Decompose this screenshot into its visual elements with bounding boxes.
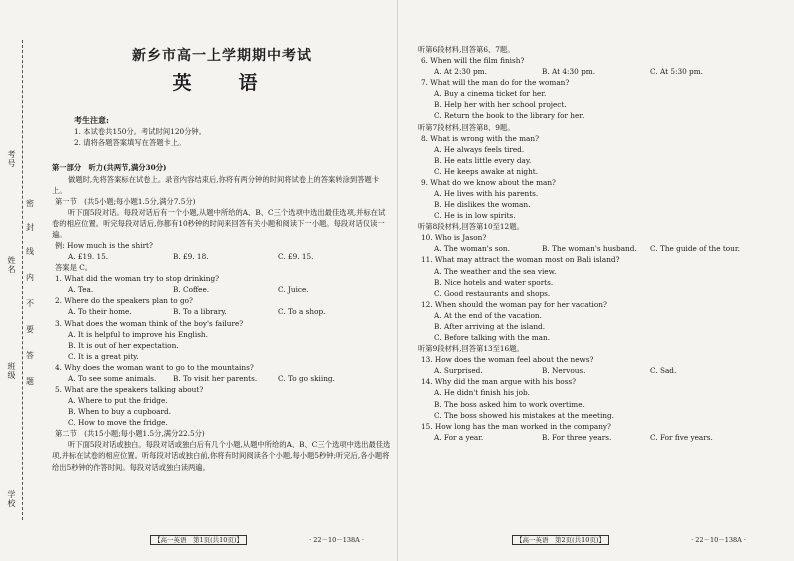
option: A. The weather and the sea view. [434, 266, 557, 276]
option: A. To see some animals. [68, 373, 157, 383]
seal-char: 密 [26, 199, 34, 208]
option: A. Buy a cinema ticket for her. [434, 89, 547, 99]
binding-margin [0, 0, 46, 561]
option: B. He dislikes the woman. [434, 200, 531, 210]
page-number: 【高一英语 第2页(共10页)】 [512, 535, 609, 545]
seal-char: 要 [26, 325, 34, 334]
section-instructions: 听下面5段对话。每段对话后有一个小题,从题中所给的A、B、C三个选项中选出最佳选项,并标在试卷的相应位置。听完每段对话后,你都有10秒钟的时间来回答有关小题和阅读下一小题。每段对话仅读一遍。 [52, 207, 386, 239]
option: B. It is out of her expectation. [68, 340, 179, 350]
example-answer: 答案是 C。 [55, 263, 93, 273]
page-2 [418, 44, 784, 443]
question-options [52, 306, 392, 317]
question: 6. When will the film finish? [421, 56, 525, 66]
seal-char: 答 [26, 351, 34, 360]
paper-code: · 22－10－138A · [309, 536, 364, 544]
option: A. £19. 15. [68, 252, 109, 262]
option: A. For a year. [434, 432, 484, 442]
question-options [52, 373, 392, 384]
school-label: 学校 [7, 490, 16, 508]
page-number: 【高一英语 第1页(共10页)】 [150, 535, 247, 545]
seal-char: 题 [26, 377, 34, 386]
option: B. For three years. [542, 432, 612, 442]
question-options [418, 432, 784, 443]
option: A. Surprised. [434, 366, 483, 376]
question: 5. What are the speakers talking about? [55, 385, 204, 395]
option: C. It is a great pity. [68, 351, 139, 361]
option: C. Return the book to the library for her. [434, 111, 585, 121]
section-heading: 第一节 (共5小题;每小题1.5分,满分7.5分) [55, 196, 196, 206]
option: C. He keeps awake at night. [434, 166, 539, 176]
option: C. Juice. [278, 285, 309, 295]
option: C. The boss showed his mistakes at the meeting. [434, 410, 614, 420]
question: 9. What do we know about the man? [421, 177, 556, 187]
page-fold [397, 0, 398, 561]
option: A. It is helpful to improve his English. [68, 329, 208, 339]
seal-char: 线 [26, 247, 34, 256]
option: A. He didn't finish his job. [434, 388, 530, 398]
option: C. To a shop. [278, 307, 326, 317]
question: 7. What will the man do for the woman? [421, 78, 570, 88]
question: 10. Who is Jason? [421, 233, 487, 243]
option: A. He always feels tired. [434, 144, 525, 154]
option: C. To go skiing. [278, 373, 335, 383]
option: B. £9. 18. [173, 252, 209, 262]
question: 11. What may attract the woman most on Bali island? [421, 255, 620, 265]
question: 4. Why does the woman want to go to the mountains? [55, 362, 254, 372]
option: B. The boss asked him to work overtime. [434, 399, 585, 409]
option: B. To a library. [173, 307, 227, 317]
name-label: 姓名 [7, 256, 16, 274]
option: B. Nice hotels and water sports. [434, 277, 554, 287]
option: B. The woman's husband. [542, 244, 637, 254]
material-heading: 听第8段材料,回答第10至12题。 [418, 222, 524, 232]
question-options [52, 284, 392, 295]
section-heading: 第二节 (共15小题;每小题1.5分,满分22.5分) [55, 429, 205, 439]
class-label: 班级 [7, 362, 16, 380]
page-1-footer [150, 535, 364, 544]
option: A. Where to put the fridge. [68, 396, 168, 406]
option: C. £9. 15. [278, 252, 314, 262]
example-options [52, 251, 392, 262]
seal-char: 内 [26, 273, 34, 282]
question: 15. How long has the man worked in the company? [421, 421, 611, 431]
question: 14. Why did the man argue with his boss? [421, 377, 577, 387]
paper-code: · 22－10－138A · [691, 536, 746, 544]
option: C. How to move the fridge. [68, 418, 168, 428]
notice-item: 1. 本试卷共150分。考试时间120分钟。 [74, 127, 206, 137]
option: B. At 4:30 pm. [542, 67, 596, 77]
exam-title: 新乡市高一上学期期中考试 [132, 48, 312, 64]
exam-number-label: 考号 [7, 150, 16, 168]
option: C. Sad. [650, 366, 677, 376]
material-heading: 听第9段材料,回答第13至16题。 [418, 344, 524, 354]
seal-char: 不 [26, 299, 34, 308]
option: C. At 5:30 pm. [650, 67, 703, 77]
notice-heading: 考生注意: [74, 115, 109, 126]
question: 13. How does the woman feel about the news? [421, 355, 594, 365]
option: A. At the end of the vacation. [434, 310, 542, 320]
option: B. Help her with her school project. [434, 100, 567, 110]
option: C. The guide of the tour. [650, 244, 740, 254]
question: 8. What is wrong with the man? [421, 133, 539, 143]
option: A. He lives with his parents. [434, 189, 539, 199]
question-options [418, 365, 784, 376]
option: C. Before talking with the man. [434, 333, 551, 343]
option: C. For five years. [650, 432, 713, 442]
question-options [418, 243, 784, 254]
seal-line [22, 40, 23, 520]
question: 12. When should the woman pay for her vacation? [421, 299, 607, 309]
option: A. The woman's son. [434, 244, 510, 254]
question: 1. What did the woman try to stop drinking? [55, 274, 220, 284]
option: B. When to buy a cupboard. [68, 407, 172, 417]
option: B. To visit her parents. [173, 373, 258, 383]
material-heading: 听第6段材料,回答第6、7题。 [418, 45, 515, 54]
question-options [418, 66, 784, 77]
part-instructions: 做题时,先将答案标在试卷上。录音内容结束后,你将有两分钟的时间将试卷上的答案转涂到答题卡上。 [52, 174, 380, 195]
seal-char: 封 [26, 223, 34, 232]
subject-title: 英 语 [172, 72, 272, 95]
notice-item: 2. 请将各题答案填写在答题卡上。 [74, 138, 186, 148]
section-instructions: 听下面5段对话或独白。每段对话或独白后有几个小题,从题中所给的A、B、C三个选项中选出最佳选项,并标在试卷的相应位置。听每段对话或独白前,你将有时间阅读各个小题,每小题5秒钟;听完后,各小题将给出5秒钟的作答时间。每段对话或独白读两遍。 [52, 440, 391, 472]
option: C. He is in low spirits. [434, 211, 516, 221]
question: 2. Where do the speakers plan to go? [55, 296, 193, 306]
material-heading: 听第7段材料,回答第8、9题。 [418, 122, 515, 132]
option: C. Good restaurants and shops. [434, 288, 551, 298]
option: A. At 2:30 pm. [434, 67, 487, 77]
candidate-notice [74, 114, 392, 148]
example-question: 例: How much is the shirt? [55, 241, 153, 250]
option: A. Tea. [68, 285, 94, 295]
option: B. Coffee. [173, 285, 210, 295]
option: B. He eats little every day. [434, 155, 532, 165]
page-1 [52, 0, 392, 473]
option: B. Nervous. [542, 366, 586, 376]
option: A. To their home. [68, 307, 132, 317]
question: 3. What does the woman think of the boy's failure? [55, 318, 244, 328]
page-2-footer [512, 535, 746, 544]
option: B. After arriving at the island. [434, 321, 546, 331]
part-heading: 第一部分 听力(共两节,满分30分) [52, 163, 167, 173]
